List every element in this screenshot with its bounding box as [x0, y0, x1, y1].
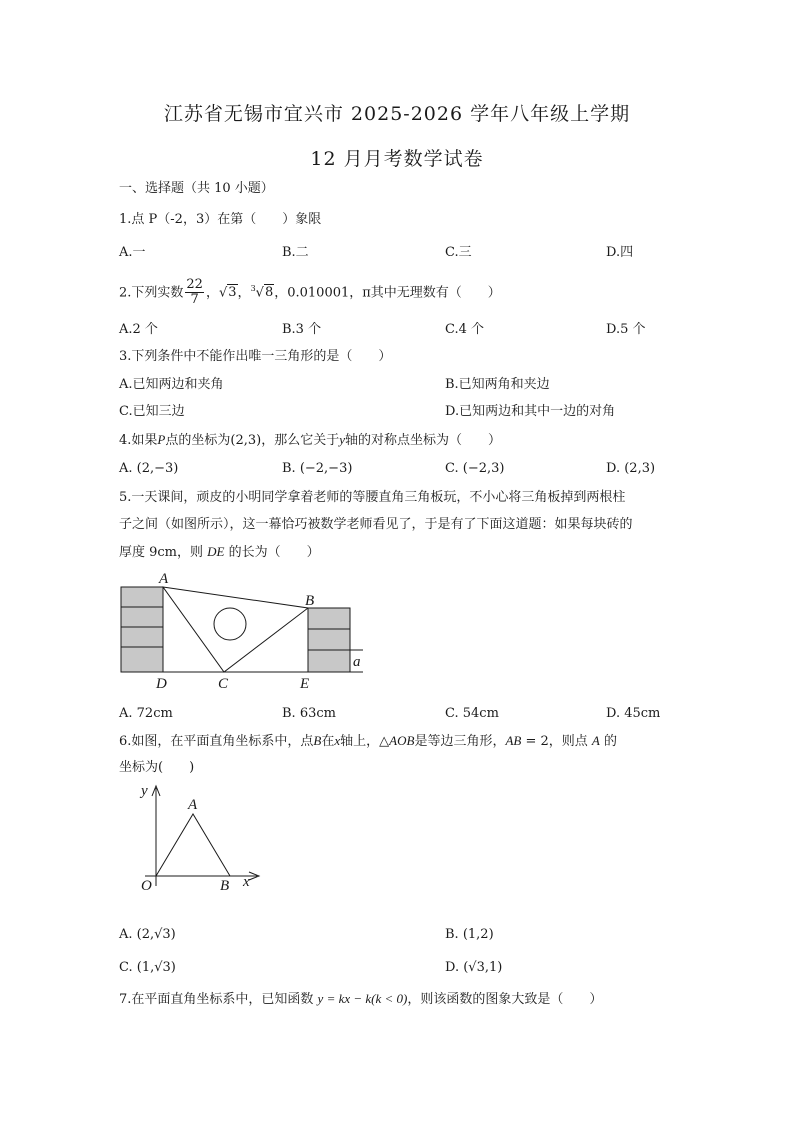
brick-left-1: [121, 587, 163, 607]
q2-stem-suffix: ，0.010001，π其中无理数有（ ）: [274, 285, 501, 301]
q2-frac-num: 22: [186, 277, 203, 293]
q1-option-a: A.一: [119, 245, 146, 260]
brick-left-2: [121, 607, 163, 627]
q6-var-a: A: [591, 733, 600, 748]
q1-option-c: C.三: [445, 245, 472, 260]
question-5-line3: [119, 544, 320, 561]
label-d: D: [156, 676, 167, 692]
q3-option-d: D.已知两边和其中一边的对角: [445, 404, 616, 419]
page-title-line1: 江苏省无锡市宜兴市 2025-2026 学年八年级上学期: [163, 103, 631, 125]
question-6-line1: [119, 733, 617, 750]
q3-option-c: C.已知三边: [119, 404, 185, 419]
question-5-line2: 子之间（如图所示），这一幕恰巧被数学老师看见了，于是有了下面这道题：如果每块砖的: [119, 517, 633, 532]
label-a: A: [159, 571, 169, 587]
label-a: A: [188, 797, 198, 813]
brick-right-3: [308, 650, 350, 672]
q6-option-d: D. (√3,1): [445, 960, 503, 975]
q6-line1-mid2: 轴上，△: [340, 734, 390, 749]
q2-stem-prefix: 2.下列实数: [119, 285, 184, 301]
q4-stem-mid2: ，那么它关于: [261, 433, 340, 448]
q2-option-c: C.4 个: [445, 322, 485, 337]
q5-line3-suffix: 的长为（ ）: [224, 545, 320, 560]
q6-figure: [135, 778, 265, 893]
page-title-line2: 12 月月考数学试卷: [310, 148, 484, 170]
label-a-small: a: [353, 654, 361, 670]
q2-sqrt-sign: √: [218, 285, 228, 301]
q2-cbrt8: 8: [264, 285, 274, 301]
label-c: C: [218, 676, 229, 692]
question-7-stem: [119, 991, 602, 1008]
q4-stem-mid1: 点的坐标为: [165, 433, 231, 448]
brick-left-4: [121, 647, 163, 672]
q6-var-x: x: [334, 733, 341, 748]
q6-option-a: A. (2,√3): [119, 927, 176, 942]
brick-left-3: [121, 627, 163, 647]
q5-option-a: A. 72cm: [119, 706, 173, 721]
triangle-hole: [214, 608, 246, 640]
q6-line1-suffix: 的: [599, 734, 617, 749]
triangle-abc: [163, 587, 308, 672]
q2-cbrt-sign: √: [255, 285, 264, 301]
question-1-stem: 1.点 P（-2，3）在第（ ）象限: [119, 212, 322, 227]
q7-formula: y = kx − k(k < 0): [317, 991, 408, 1006]
section-heading: 一、选择题（共 10 小题）: [119, 181, 274, 196]
q6-option-c: C. (1,√3): [119, 960, 176, 975]
q1-option-d: D.四: [606, 245, 634, 260]
q6-line1-mid1: 在: [321, 734, 335, 749]
label-e: E: [300, 676, 310, 692]
q4-option-b: B. (−2,−3): [282, 461, 353, 476]
q6-line1-mid3: 是等边三角形，: [414, 734, 506, 749]
q2-fraction: [185, 278, 204, 307]
q4-stem-suffix: 轴的对称点坐标为（ ）: [345, 433, 502, 448]
label-b: B: [305, 593, 315, 609]
q6-var-ab: AB: [505, 733, 522, 748]
label-x: x: [243, 874, 250, 890]
q2-frac-den: 7: [190, 292, 199, 308]
question-3-stem: 3.下列条件中不能作出唯一三角形的是（ ）: [119, 349, 392, 364]
q2-cbrt-index: 3: [250, 284, 256, 293]
q2-option-b: B.3 个: [282, 322, 322, 337]
q2-option-d: D.5 个: [606, 322, 646, 337]
q4-var-p: P: [157, 432, 166, 447]
q6-var-b: B: [313, 733, 322, 748]
q5-option-d: D. 45cm: [606, 706, 661, 721]
q6-line1-mid4: = 2，则点: [521, 734, 592, 749]
q2-option-a: A.2 个: [119, 322, 158, 337]
q7-stem-prefix: 7.在平面直角坐标系中，已知函数: [119, 992, 318, 1007]
triangle-aob: [156, 814, 230, 876]
q4-var-y: y: [339, 432, 345, 447]
label-o: O: [141, 878, 152, 893]
q5-var-de: DE: [207, 544, 225, 559]
q6-option-b: B. (1,2): [445, 927, 494, 942]
q6-line1-prefix: 6.如图，在平面直角坐标系中，点: [119, 734, 314, 749]
brick-right-2: [308, 629, 350, 650]
q7-stem-suffix: ，则该函数的图象大致是（ ）: [407, 992, 603, 1007]
q5-option-c: C. 54cm: [445, 706, 499, 721]
q2-sqrt3: 3: [228, 285, 237, 301]
q4-stem-prefix: 4.如果: [119, 433, 158, 448]
label-b: B: [220, 878, 230, 893]
q5-option-b: B. 63cm: [282, 706, 336, 721]
q4-option-d: D. (2,3): [606, 461, 656, 476]
q4-option-a: A. (2,−3): [119, 461, 179, 476]
q6-var-aob: AOB: [389, 733, 415, 748]
brick-right-1: [308, 608, 350, 629]
q3-option-b: B.已知两角和夹边: [445, 377, 550, 392]
q3-option-a: A.已知两边和夹角: [119, 377, 224, 392]
label-y: y: [141, 783, 148, 799]
q5-figure: [115, 570, 375, 695]
question-2-stem: 2.下列实数 $\frac{22}{7}$ ，√3，$^3$√8，0.010001，π其中无理数有（ ）: [119, 277, 501, 308]
q4-option-c: C. (−2,3): [445, 461, 505, 476]
q4-coord: (2,3): [230, 433, 262, 448]
question-5-line1: 5.一天课间，顽皮的小明同学拿着老师的等腰直角三角板玩，不小心将三角板掉到两根柱: [119, 490, 626, 505]
question-6-line2: 坐标为( ): [119, 760, 195, 775]
q1-option-b: B.二: [282, 245, 309, 260]
q5-line3-prefix: 厚度 9cm，则: [119, 545, 208, 560]
question-4-stem: [119, 432, 501, 449]
